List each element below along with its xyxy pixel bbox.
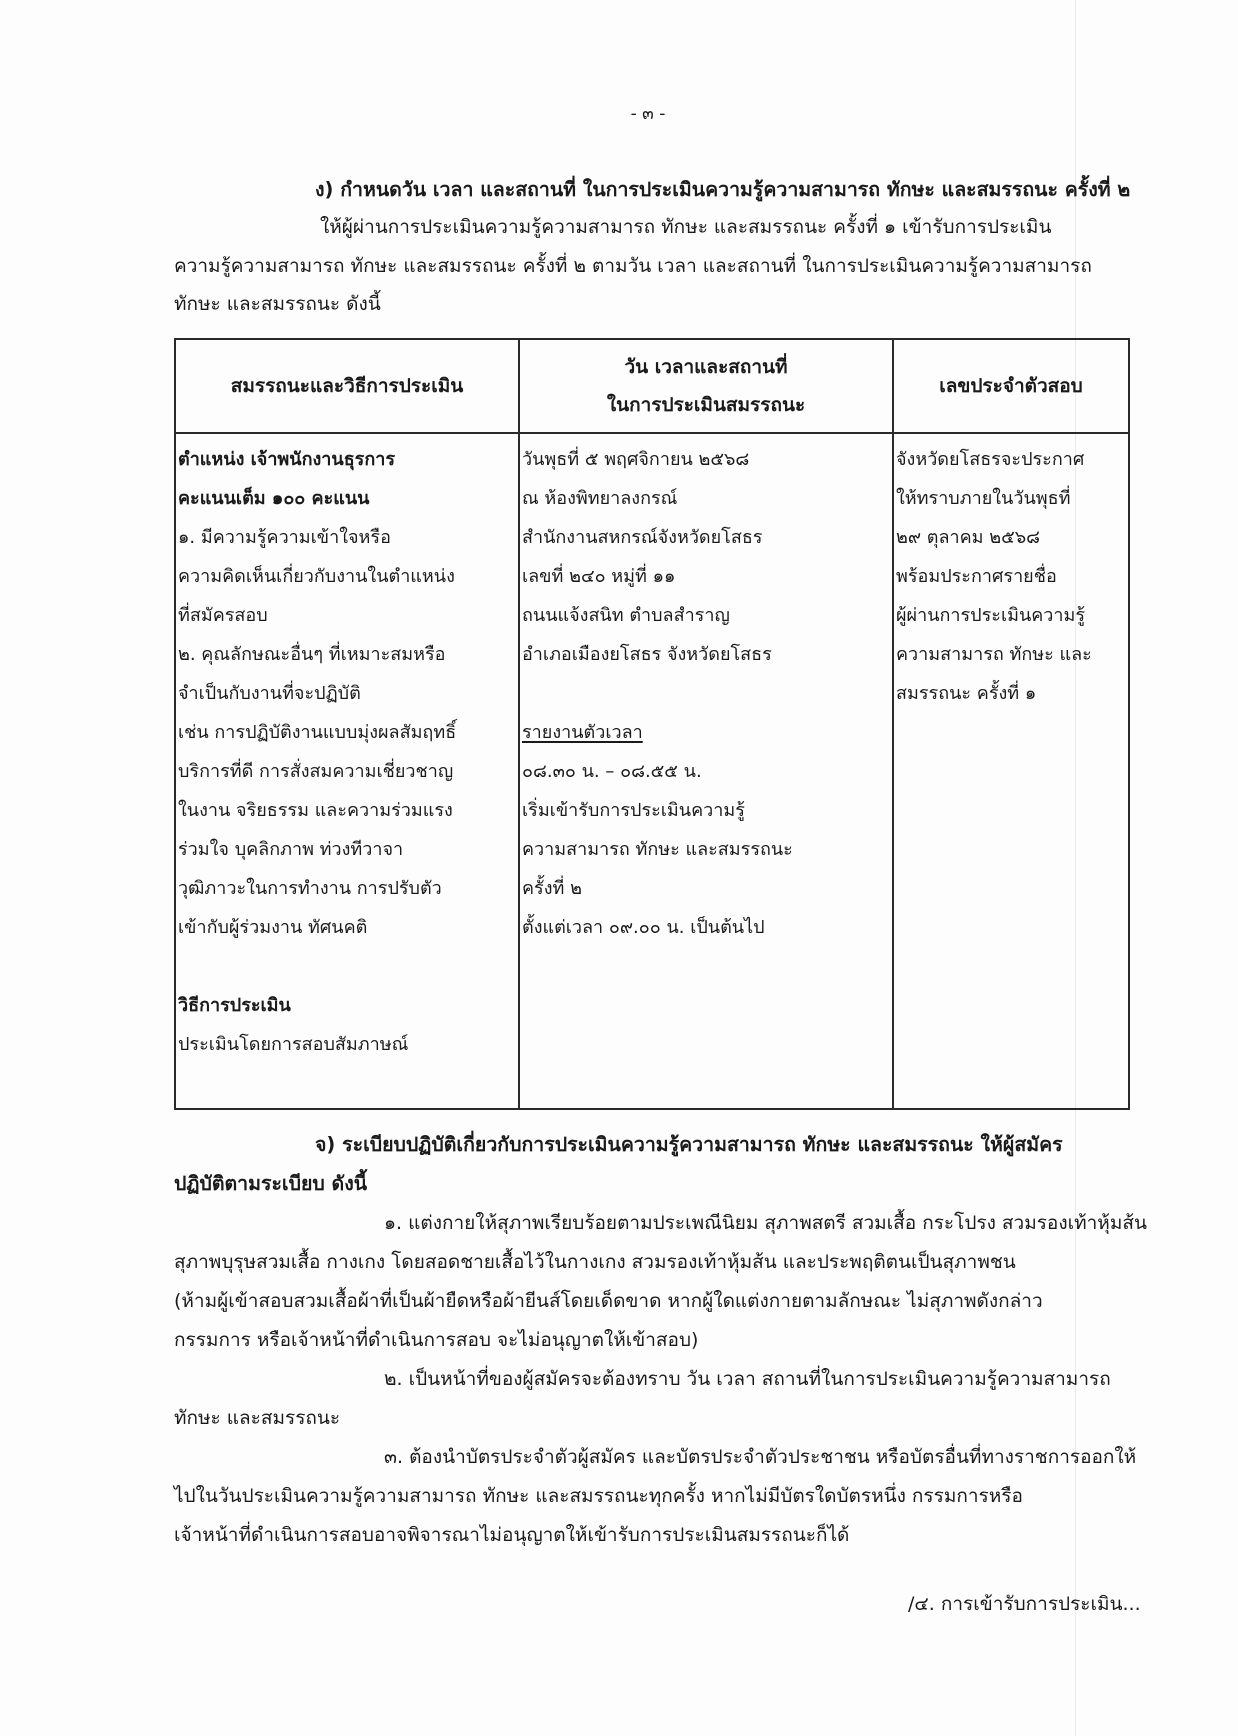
rule-item-1-line: กรรมการ หรือเจ้าหน้าที่ดำเนินการสอบ จะไม่อนุญาตให้เข้าสอบ) bbox=[174, 1329, 699, 1351]
method-title: วิธีการประเมิน bbox=[178, 995, 291, 1016]
report-time-title: รายงานตัวเวลา bbox=[522, 722, 643, 743]
place-line: ณ ห้องพิทยาลงกรณ์ bbox=[522, 488, 678, 509]
cell-competency bbox=[175, 433, 519, 1109]
place-line: อำเภอเมืองยโสธร จังหวัดยโสธร bbox=[522, 644, 772, 665]
competency-line: เข้ากับผู้ร่วมงาน ทัศนคติ bbox=[178, 917, 368, 938]
header-label: วัน เวลาและสถานที่ bbox=[624, 356, 788, 378]
spacer bbox=[178, 947, 518, 986]
cell-exam-id bbox=[893, 433, 1129, 1109]
section-d-heading: ง) กำหนดวัน เวลา และสถานที่ ในการประเมินความรู้ความสามารถ ทักษะ และสมรรถนะ ครั้งที่ ๒ bbox=[315, 178, 1131, 201]
report-time-line: ๐๘.๓๐ น. – ๐๘.๕๕ น. bbox=[522, 761, 702, 782]
page-number: - ๓ - bbox=[630, 104, 666, 124]
header-label: สมรรถนะและวิธีการประเมิน bbox=[230, 375, 464, 397]
report-time-line: เริ่มเข้ารับการประเมินความรู้ bbox=[522, 800, 745, 821]
full-score: คะแนนเต็ม ๑๐๐ คะแนน bbox=[178, 488, 370, 509]
date-line: วันพุธที่ ๕ พฤศจิกายน ๒๕๖๘ bbox=[522, 449, 750, 470]
rule-item-1-line: ๑. แต่งกายให้สุภาพเรียบร้อยตามประเพณีนิยม สุภาพสตรี สวมเสื้อ กระโปรง สวมรองเท้าหุ้มส้น bbox=[384, 1212, 1147, 1234]
section-e-heading: จ) ระเบียบปฏิบัติเกี่ยวกับการประเมินความรู้ความสามารถ ทักษะ และสมรรถนะ ให้ผู้สมัคร bbox=[315, 1133, 1063, 1156]
schedule-table bbox=[174, 338, 1130, 1110]
header-date-time-place bbox=[519, 339, 893, 433]
exam-id-line: ให้ทราบภายในวันพุธที่ bbox=[896, 488, 1071, 509]
rule-item-2-line: ทักษะ และสมรรถนะ bbox=[174, 1407, 341, 1429]
report-time-line: ความสามารถ ทักษะ และสมรรถนะ bbox=[522, 839, 793, 860]
report-time-line: ตั้งแต่เวลา ๐๙.๐๐ น. เป็นต้นไป bbox=[522, 917, 765, 938]
cell-date-place bbox=[519, 433, 893, 1109]
header-label: ในการประเมินสมรรถนะ bbox=[606, 394, 806, 416]
header-exam-id bbox=[893, 339, 1129, 433]
table-header-row bbox=[175, 339, 1129, 433]
report-time-line: ครั้งที่ ๒ bbox=[522, 878, 582, 899]
competency-line: บริการที่ดี การสั่งสมความเชี่ยวชาญ bbox=[178, 761, 454, 782]
method-text: ประเมินโดยการสอบสัมภาษณ์ bbox=[178, 1034, 409, 1055]
exam-id-line: ๒๙ ตุลาคม ๒๕๖๘ bbox=[896, 527, 1041, 548]
rule-item-1-line: สุภาพบุรุษสวมเสื้อ กางเกง โดยสอดชายเสื้อไว้ในกางเกง สวมรองเท้าหุ้มส้น และประพฤติตนเป็นสุภาพชน bbox=[174, 1251, 1016, 1273]
exam-id-line: พร้อมประกาศรายชื่อ bbox=[896, 566, 1057, 587]
competency-line: วุฒิภาวะในการทำงาน การปรับตัว bbox=[178, 878, 442, 899]
rule-item-3-line: ไปในวันประเมินความรู้ความสามารถ ทักษะ และสมรรถนะทุกครั้ง หากไม่มีบัตรใดบัตรหนึ่ง กรรมการหรือ bbox=[174, 1485, 1023, 1507]
continuation-footer: /๔. การเข้ารับการประเมิน... bbox=[908, 1593, 1141, 1615]
competency-line: เช่น การปฏิบัติงานแบบมุ่งผลสัมฤทธิ์ bbox=[178, 722, 457, 743]
rule-item-1-line: (ห้ามผู้เข้าสอบสวมเสื้อผ้าที่เป็นผ้ายืดหรือผ้ายีนส์โดยเด็ดขาด หากผู้ใดแต่งกายตามลักษณะ ไม่สุภาพดังกล่าว bbox=[174, 1290, 1043, 1312]
exam-id-line: สมรรถนะ ครั้งที่ ๑ bbox=[896, 683, 1037, 704]
rule-item-3-line: เจ้าหน้าที่ดำเนินการสอบอาจพิจารณาไม่อนุญาตให้เข้ารับการประเมินสมรรถนะก็ได้ bbox=[174, 1524, 850, 1546]
place-line: สำนักงานสหกรณ์จังหวัดยโสธร bbox=[522, 527, 763, 548]
header-competency-method bbox=[175, 339, 519, 433]
section-d-para-line: ความรู้ความสามารถ ทักษะ และสมรรถนะ ครั้งที่ ๒ ตามวัน เวลา และสถานที่ ในการประเมินความรู้ความสามารถ bbox=[174, 255, 1092, 277]
table-row bbox=[175, 433, 1129, 1109]
competency-line: จำเป็นกับงานที่จะปฏิบัติ bbox=[178, 683, 361, 704]
competency-line: ๑. มีความรู้ความเข้าใจหรือ bbox=[178, 527, 391, 548]
competency-line: ๒. คุณลักษณะอื่นๆ ที่เหมาะสมหรือ bbox=[178, 644, 446, 665]
competency-line: ที่สมัครสอบ bbox=[178, 605, 268, 626]
competency-line: ร่วมใจ บุคลิกภาพ ท่วงทีวาจา bbox=[178, 839, 404, 860]
place-line: เลขที่ ๒๔๐ หมู่ที่ ๑๑ bbox=[522, 566, 676, 587]
rule-item-2-line: ๒. เป็นหน้าที่ของผู้สมัครจะต้องทราบ วัน เวลา สถานที่ในการประเมินความรู้ความสามารถ bbox=[384, 1368, 1111, 1390]
section-d-para-line: ให้ผู้ผ่านการประเมินความรู้ความสามารถ ทักษะ และสมรรถนะ ครั้งที่ ๑ เข้ารับการประเมิน bbox=[320, 216, 1052, 238]
section-e-heading-cont: ปฏิบัติตามระเบียบ ดังนี้ bbox=[174, 1172, 368, 1195]
rule-item-3-line: ๓. ต้องนำบัตรประจำตัวผู้สมัคร และบัตรประจำตัวประชาชน หรือบัตรอื่นที่ทางราชการออกให้ bbox=[384, 1446, 1137, 1468]
competency-line: ในงาน จริยธรรม และความร่วมแรง bbox=[178, 800, 453, 821]
position-title: ตำแหน่ง เจ้าพนักงานธุรการ bbox=[178, 449, 396, 470]
header-label: เลขประจำตัวสอบ bbox=[939, 375, 1083, 397]
spacer bbox=[522, 674, 892, 713]
exam-id-line: ความสามารถ ทักษะ และ bbox=[896, 644, 1092, 665]
section-d-para-line: ทักษะ และสมรรถนะ ดังนี้ bbox=[174, 293, 381, 315]
competency-line: ความคิดเห็นเกี่ยวกับงานในตำแหน่ง bbox=[178, 566, 455, 587]
exam-id-line: จังหวัดยโสธรจะประกาศ bbox=[896, 449, 1085, 470]
place-line: ถนนแจ้งสนิท ตำบลสำราญ bbox=[522, 605, 730, 626]
exam-id-line: ผู้ผ่านการประเมินความรู้ bbox=[896, 605, 1086, 626]
